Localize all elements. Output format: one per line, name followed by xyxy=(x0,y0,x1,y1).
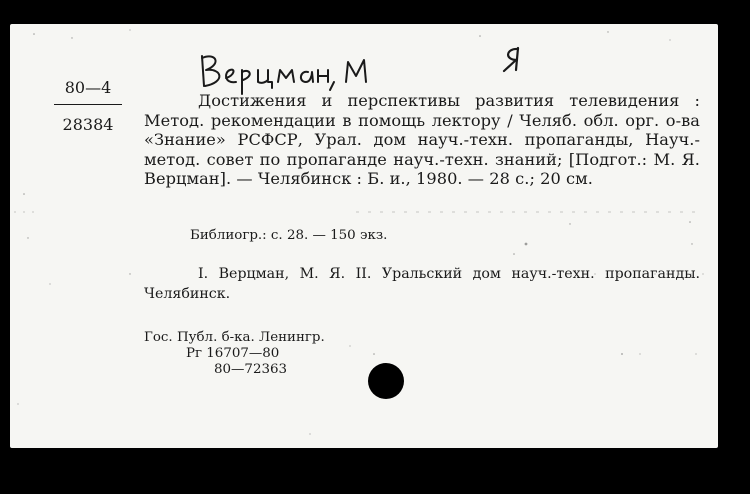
tracings: I. Верцман, М. Я. II. Уральский дом науч.-техн. пропаганды. Челябинск. xyxy=(144,266,700,302)
shelf-code-class: 80—4 xyxy=(64,78,112,97)
library-stamp xyxy=(144,330,325,378)
accession-number: 80—72363 xyxy=(214,362,288,377)
bibliography-note: Библиогр.: с. 28. — 150 экз. xyxy=(190,228,388,243)
catalog-main-entry: Достижения и перспективы развития телевидения : Метод. рекомендации в помощь лектору / Челяб. обл. орг. о-ва «Знание» РСФСР, Урал. дом науч.-техн. пропаганды, Науч.-метод. совет по пропаганде науч.-техн. знаний; [Подгот.: М. Я. Верцман]. — Челябинск : Б. и., 1980. — 28 с.; 20 см. xyxy=(144,91,700,189)
library-name: Гос. Публ. б-ка. Ленингр. xyxy=(144,330,325,345)
shelf-code-number: 28384 xyxy=(62,115,114,134)
shelf-mark xyxy=(50,78,126,135)
registration-number: Рг 16707—80 xyxy=(186,346,280,361)
handwritten-author-name xyxy=(196,46,396,96)
punch-hole xyxy=(362,356,412,406)
shelf-divider xyxy=(54,104,122,105)
handwritten-mark xyxy=(498,44,528,74)
catalog-card xyxy=(10,24,718,448)
